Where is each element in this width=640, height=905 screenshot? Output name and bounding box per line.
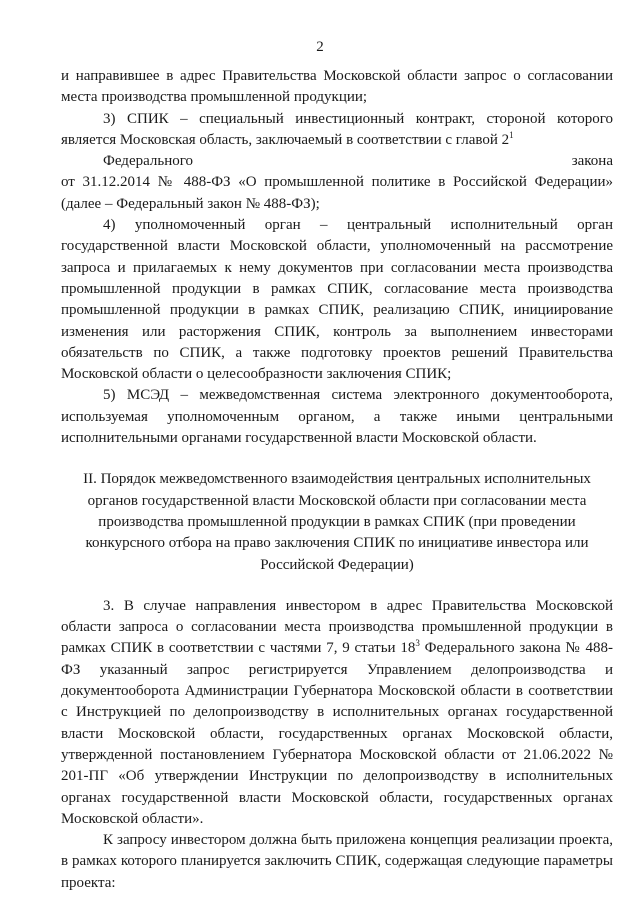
spik-definition-law-line (61, 151, 613, 172)
paragraph-definition-authorized-body: 4) уполномоченный орган – центральный исполнительный орган государственной власти Московской области, уполномоченный на рассмотрение запроса и прилагаемых к нему документов при согласовании места производства промышленной продукции в рамках СПИК, согласование места производства промышленной продукции в рамках СПИК, реализацию СПИК, инициирование изменения или расторжения СПИК, контроль за выполнением инвесторами обязательств по СПИК, а также подготовку проектов решений Правительства Московской области о целесообразности заключения СПИК; (61, 217, 613, 383)
item-3-text-start: 3. В случае направления инвестором в адрес Правительства Московской области запроса о согласовании места производства промышленной продукции в рамках СПИК в соответствии с частями 7, 9 статьи 18 (61, 597, 613, 657)
paragraph-item-3 (61, 596, 613, 830)
paragraph-definition-msed: 5) МСЭД – межведомственная система электронного документооборота, используемая уполномоченным органом, а также иными центральными исполнительными органами государственной власти Московской области. (61, 387, 613, 447)
item-3-text-end: Федерального закона № 488-ФЗ указанный запрос регистрируется Управлением делопроизводства и документооборота Администрации Губернатора Московской области в соответствии с Инструкцией по делопроизводству в исполнительных органах государственной власти Московской области, государственных органах Московской области, утвержденной постановлением Губернатора Московской области от 21.06.2022 № 201-ПГ «Об утверждении Инструкции по делопроизводству в исполнительных органах государственной власти Московской области, государственных органах Московской области». (61, 640, 614, 827)
spik-definition-law-text: от 31.12.2014 № 488-ФЗ «О промышленной политике в Российской Федерации» (далее – Федеральный закон № 488-ФЗ); (61, 174, 613, 212)
spik-definition-text: 3) СПИК – специальный инвестиционный контракт, стороной которого является Московская область, заключаемый в соответствии с главой 2 (61, 110, 613, 148)
page-number: 2 (316, 39, 324, 55)
paragraph-definition-investor-tail: и направившее в адрес Правительства Московской области запрос о согласовании места производства промышленной продукции; (61, 68, 613, 106)
paragraph-definition-spik (61, 109, 613, 215)
chapter-superscript: 1 (509, 129, 514, 140)
law-word-zakon: закона (571, 153, 613, 170)
section-heading: II. Порядок межведомственного взаимодействия центральных исполнительных органов государственной власти Московской области при согласовании места производства промышленной продукции в рамках СПИК (при проведении конкурсного отбора на право заключения СПИК по инициативе инвестора или Российской Федерации) (83, 471, 591, 573)
article-superscript: 3 (415, 638, 420, 649)
law-word-federal: Федерального (103, 153, 194, 170)
document-body (61, 66, 613, 894)
paragraph-concept-requirement: К запросу инвестором должна быть приложена концепция реализации проекта, в рамках которого планируется заключить СПИК, содержащая следующие параметры проекта: (61, 832, 613, 891)
